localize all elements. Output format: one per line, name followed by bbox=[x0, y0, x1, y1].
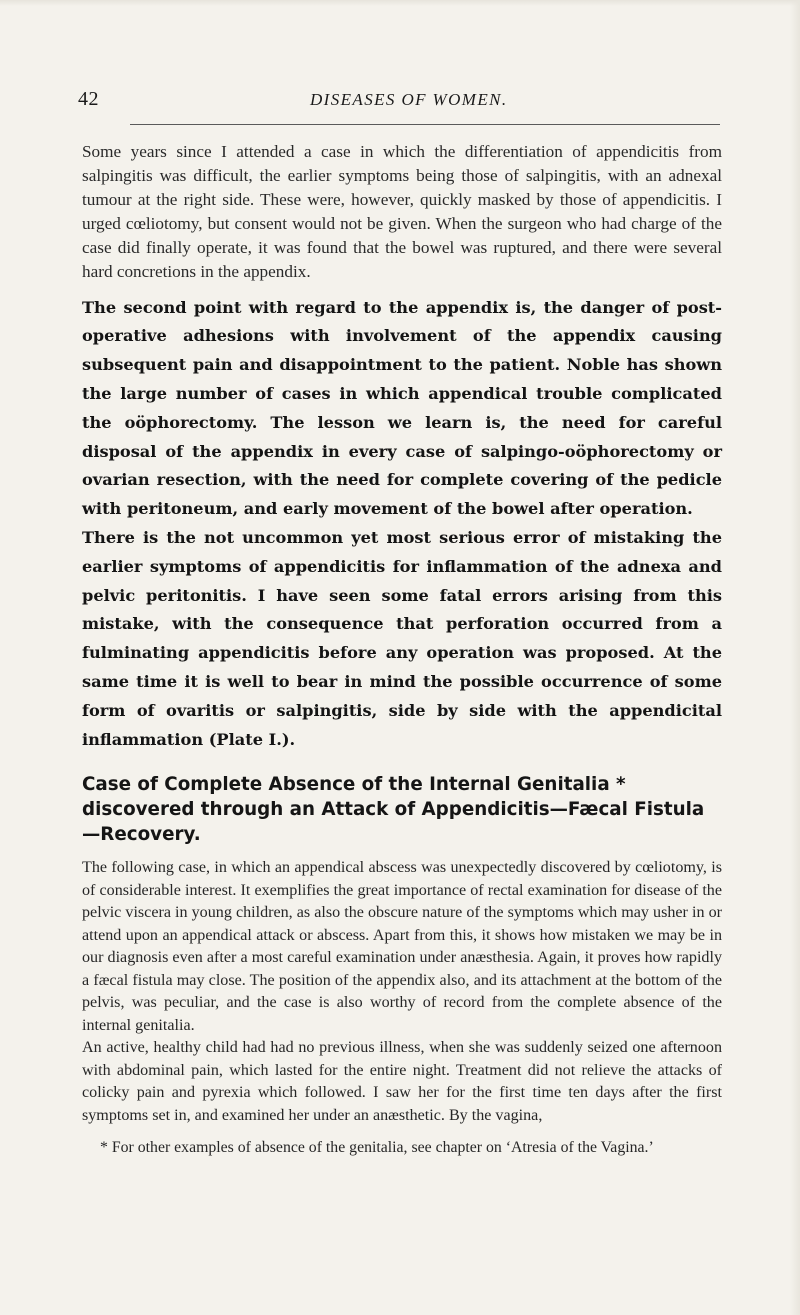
page-top-edge bbox=[0, 0, 800, 6]
paragraph-case-history: An active, healthy child had had no previous illness, when she was suddenly seized one afternoon with abdominal pain, which lasted for the entire night. Treatment did not relieve the attacks of colicky pain and pyrexia which followed. I saw her for the first time ten days after the first symptoms set in, and examined her under an anæsthetic. By the vagina, bbox=[82, 1039, 722, 1124]
paragraph-post-operative-adhesions: The second point with regard to the appendix is, the danger of post-operative adhesions with involvement of the appendix causing subsequent pain and disappointment to the patient. Noble has shown the large number of cases in which appendical trouble complicated the oöphorectomy. The lesson we learn is, the need for careful disposal of the appendix in every case of salpingo-oöphorectomy or ovarian resection, with the need for complete covering of the pedicle with peritoneum, and early movement of the bowel after operation. bbox=[82, 297, 722, 519]
header-rule bbox=[130, 124, 720, 125]
paragraph-case-introduction: The following case, in which an appendical abscess was unexpectedly discovered by cœliotomy, is of considerable interest. It exemplifies the great importance of rectal examination for disease of the pelvic viscera in young children, as also the obscure nature of the symptoms which may usher in or attend upon an appendical attack or abscess. Apart from this, it shows how mistaken we may be in our diagnosis even after a most careful examination under anæsthesia. Again, it proves how rapidly a fæcal fistula may close. The position of the appendix also, and its attachment at the bottom of the pelvis, was peculiar, and the case is also worthy of record from the complete absence of the internal genitalia. bbox=[82, 859, 722, 1034]
footnote bbox=[82, 1137, 722, 1159]
page-number: 42 bbox=[78, 88, 99, 110]
footnote-marker: * bbox=[100, 1139, 108, 1157]
page-content bbox=[82, 140, 722, 1159]
paragraph-appendicitis-case: Some years since I attended a case in which the differentiation of appendicitis from salpingitis was difficult, the earlier symptoms being those of salpingitis, with an adnexal tumour at the right side. These were, however, quickly masked by those of appendicitis. I urged cœliotomy, but consent would not be given. When the surgeon who had charge of the case did finally operate, it was found that the bowel was ruptured, and there were several hard concretions in the appendix. bbox=[82, 142, 722, 282]
paragraph-diagnostic-error: There is the not uncommon yet most serious error of mistaking the earlier symptoms of appendicitis for inflammation of the adnexa and pelvic peritonitis. I have seen some fatal errors arising from this mistake, with the consequence that perforation occurred from a fulminating appendicitis before any operation was proposed. At the same time it is well to bear in mind the possible occurrence of some form of ovaritis or salpingitis, side by side with the appendicital inflammation (Plate I.). bbox=[82, 527, 722, 749]
running-head bbox=[78, 88, 718, 118]
section-heading: Case of Complete Absence of the Internal Genitalia * discovered through an Attack of Appendicitis—Fæcal Fistula—Recovery. bbox=[82, 774, 705, 846]
footnote-text: For other examples of absence of the genitalia, see chapter on ‘Atresia of the Vagina.’ bbox=[111, 1139, 654, 1157]
page-right-edge bbox=[790, 0, 800, 1315]
paragraph-spacer bbox=[82, 285, 722, 294]
running-title: DISEASES OF WOMEN. bbox=[310, 90, 508, 109]
